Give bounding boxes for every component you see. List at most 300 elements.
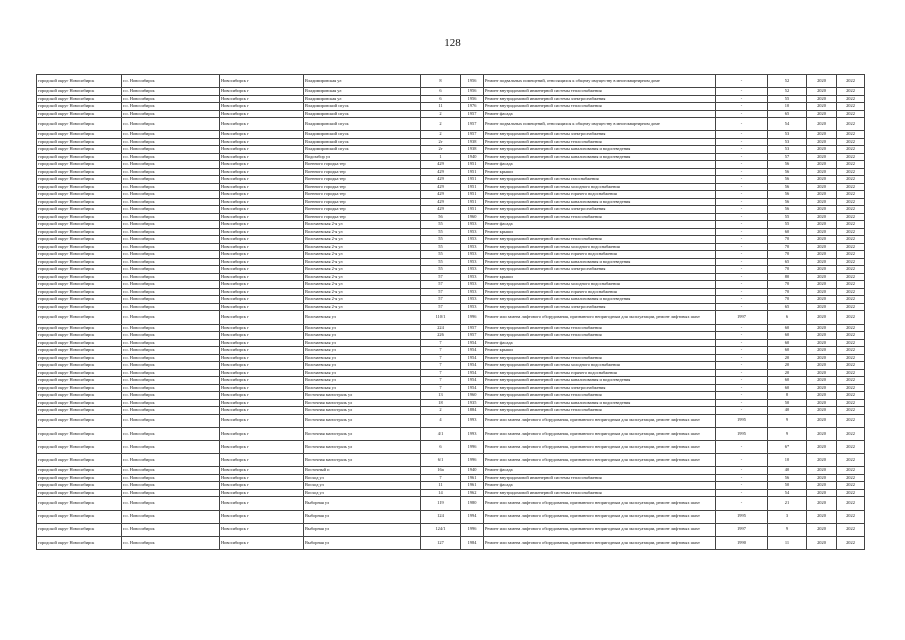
district-cell: г.о. Новосибирск — [122, 311, 220, 324]
table-row — [37, 427, 865, 440]
house-number-cell: 11 — [421, 103, 461, 111]
municipality-cell: городской округ Новосибирск — [37, 110, 122, 118]
end-year-cell: 2022 — [837, 95, 865, 103]
build-year-cell: 1938 — [461, 146, 484, 154]
work-type-cell: Ремонт внутридомовой инженерной системы электроснабжения — [484, 131, 716, 139]
street-cell: Волочаевская ул — [304, 362, 421, 370]
start-year-cell: 2020 — [807, 467, 837, 475]
end-year-cell: 2022 — [837, 362, 865, 370]
table-row — [37, 392, 865, 400]
street-cell: Восточная магистраль ул — [304, 392, 421, 400]
table-row — [37, 281, 865, 289]
municipality-cell: городской округ Новосибирск — [37, 251, 122, 259]
district-cell: г.о. Новосибирск — [122, 288, 220, 296]
street-cell: Восточная магистраль ул — [304, 440, 421, 453]
house-number-cell: 429 — [421, 191, 461, 199]
work-type-cell: Ремонт внутридомовой инженерной системы теплоснабжения — [484, 392, 716, 400]
lift-year-cell: - — [716, 489, 768, 497]
street-cell: Выборная ул — [304, 536, 421, 549]
street-cell: Волочаевская 2-я ул — [304, 221, 421, 229]
capital-repair-table-container — [36, 74, 864, 550]
lift-year-cell: - — [716, 288, 768, 296]
build-year-cell: 1953 — [461, 296, 484, 304]
district-cell: г.о. Новосибирск — [122, 191, 220, 199]
table-row — [37, 354, 865, 362]
street-cell: Водозабор ул — [304, 153, 421, 161]
end-year-cell: 2022 — [837, 273, 865, 281]
start-year-cell: 2020 — [807, 392, 837, 400]
lift-year-cell: - — [716, 228, 768, 236]
start-year-cell: 2020 — [807, 221, 837, 229]
build-year-cell: 1953 — [461, 258, 484, 266]
start-year-cell: 2020 — [807, 489, 837, 497]
street-cell: Волочаевская ул — [304, 369, 421, 377]
street-cell: Волочаевская 2-я ул — [304, 281, 421, 289]
build-year-cell: 1953 — [461, 221, 484, 229]
work-type-cell: Ремонт внутридомовой инженерной системы холодного водоснабжения — [484, 281, 716, 289]
table-row — [37, 191, 865, 199]
district-cell: г.о. Новосибирск — [122, 523, 220, 536]
table-row — [37, 221, 865, 229]
municipality-cell: городской округ Новосибирск — [37, 303, 122, 311]
work-type-cell: Ремонт фасада — [484, 467, 716, 475]
work-type-cell: Ремонт внутридомовой инженерной системы канализования и водоотведения — [484, 377, 716, 385]
lift-year-cell: - — [716, 258, 768, 266]
end-year-cell: 2022 — [837, 347, 865, 355]
work-type-cell: Ремонт внутридомовой инженерной системы канализования и водоотведения — [484, 296, 716, 304]
wear-percent-cell: 56 — [768, 183, 807, 191]
house-number-cell: 224 — [421, 324, 461, 332]
end-year-cell: 2022 — [837, 384, 865, 392]
locality-cell: Новосибирск г — [220, 206, 304, 214]
end-year-cell: 2022 — [837, 110, 865, 118]
district-cell: г.о. Новосибирск — [122, 454, 220, 467]
municipality-cell: городской округ Новосибирск — [37, 161, 122, 169]
district-cell: г.о. Новосибирск — [122, 369, 220, 377]
table-row — [37, 251, 865, 259]
municipality-cell: городской округ Новосибирск — [37, 354, 122, 362]
wear-percent-cell: 60 — [768, 339, 807, 347]
wear-percent-cell: 3 — [768, 510, 807, 523]
build-year-cell: 1953 — [461, 273, 484, 281]
municipality-cell: городской округ Новосибирск — [37, 377, 122, 385]
work-type-cell: Ремонт или замена лифтового оборудования, признанного непригодным для эксплуатации, ремонт лифтовых шахт — [484, 414, 716, 427]
wear-percent-cell: 11 — [768, 536, 807, 549]
end-year-cell: 2022 — [837, 176, 865, 184]
house-number-cell: 124 — [421, 510, 461, 523]
work-type-cell: Ремонт внутридомовой инженерной системы холодного водоснабжения — [484, 243, 716, 251]
start-year-cell: 2020 — [807, 198, 837, 206]
end-year-cell: 2022 — [837, 303, 865, 311]
build-year-cell: 1951 — [461, 206, 484, 214]
build-year-cell: 1961 — [461, 474, 484, 482]
lift-year-cell: - — [716, 110, 768, 118]
house-number-cell: 57 — [421, 288, 461, 296]
table-row — [37, 183, 865, 191]
build-year-cell: 1957 — [461, 118, 484, 131]
street-cell: Волочаевская 2-я ул — [304, 296, 421, 304]
locality-cell: Новосибирск г — [220, 146, 304, 154]
locality-cell: Новосибирск г — [220, 103, 304, 111]
end-year-cell: 2022 — [837, 510, 865, 523]
locality-cell: Новосибирск г — [220, 362, 304, 370]
district-cell: г.о. Новосибирск — [122, 281, 220, 289]
table-row — [37, 296, 865, 304]
start-year-cell: 2020 — [807, 347, 837, 355]
municipality-cell: городской округ Новосибирск — [37, 206, 122, 214]
build-year-cell: 1954 — [461, 339, 484, 347]
start-year-cell: 2020 — [807, 131, 837, 139]
wear-percent-cell: 20 — [768, 354, 807, 362]
lift-year-cell: - — [716, 266, 768, 274]
start-year-cell: 2020 — [807, 369, 837, 377]
district-cell: г.о. Новосибирск — [122, 273, 220, 281]
table-row — [37, 146, 865, 154]
build-year-cell: 1994 — [461, 510, 484, 523]
table-row — [37, 258, 865, 266]
house-number-cell: 18 — [421, 399, 461, 407]
house-number-cell: 127 — [421, 536, 461, 549]
wear-percent-cell: 60 — [768, 332, 807, 340]
locality-cell: Новосибирск г — [220, 168, 304, 176]
lift-year-cell: 1990 — [716, 536, 768, 549]
house-number-cell: 55 — [421, 251, 461, 259]
wear-percent-cell: 56 — [768, 161, 807, 169]
table-row — [37, 131, 865, 139]
end-year-cell: 2022 — [837, 536, 865, 549]
locality-cell: Новосибирск г — [220, 354, 304, 362]
build-year-cell: 1962 — [461, 489, 484, 497]
locality-cell: Новосибирск г — [220, 324, 304, 332]
locality-cell: Новосибирск г — [220, 288, 304, 296]
district-cell: г.о. Новосибирск — [122, 236, 220, 244]
locality-cell: Новосибирск г — [220, 198, 304, 206]
wear-percent-cell: 8 — [768, 392, 807, 400]
table-row — [37, 198, 865, 206]
municipality-cell: городской округ Новосибирск — [37, 324, 122, 332]
district-cell: г.о. Новосибирск — [122, 213, 220, 221]
wear-percent-cell: 56 — [768, 206, 807, 214]
wear-percent-cell: 53 — [768, 146, 807, 154]
house-number-cell: 2г — [421, 138, 461, 146]
street-cell: Военного городка тер — [304, 198, 421, 206]
start-year-cell: 2020 — [807, 95, 837, 103]
district-cell: г.о. Новосибирск — [122, 258, 220, 266]
table-row — [37, 311, 865, 324]
municipality-cell: городской округ Новосибирск — [37, 146, 122, 154]
wear-percent-cell: 56 — [768, 191, 807, 199]
municipality-cell: городской округ Новосибирск — [37, 339, 122, 347]
municipality-cell: городской округ Новосибирск — [37, 311, 122, 324]
wear-percent-cell: 6* — [768, 440, 807, 453]
end-year-cell: 2022 — [837, 332, 865, 340]
house-number-cell: 8 — [421, 75, 461, 88]
wear-percent-cell: 70 — [768, 266, 807, 274]
house-number-cell: 13 — [421, 392, 461, 400]
wear-percent-cell: 53 — [768, 131, 807, 139]
locality-cell: Новосибирск г — [220, 251, 304, 259]
lift-year-cell: - — [716, 183, 768, 191]
district-cell: г.о. Новосибирск — [122, 482, 220, 490]
table-row — [37, 497, 865, 510]
build-year-cell: 1953 — [461, 236, 484, 244]
locality-cell: Новосибирск г — [220, 95, 304, 103]
lift-year-cell: - — [716, 251, 768, 259]
street-cell: Волочаевская 2-я ул — [304, 303, 421, 311]
work-type-cell: Ремонт внутридомовой инженерной системы горячего водоснабжения — [484, 369, 716, 377]
locality-cell: Новосибирск г — [220, 118, 304, 131]
municipality-cell: городской округ Новосибирск — [37, 168, 122, 176]
work-type-cell: Ремонт фасада — [484, 110, 716, 118]
start-year-cell: 2020 — [807, 414, 837, 427]
end-year-cell: 2022 — [837, 198, 865, 206]
lift-year-cell: - — [716, 347, 768, 355]
lift-year-cell: - — [716, 153, 768, 161]
wear-percent-cell: 56 — [768, 474, 807, 482]
street-cell: Военного городка тер — [304, 176, 421, 184]
start-year-cell: 2020 — [807, 236, 837, 244]
build-year-cell: 1951 — [461, 161, 484, 169]
municipality-cell: городской округ Новосибирск — [37, 399, 122, 407]
table-row — [37, 303, 865, 311]
street-cell: Владимировская ул — [304, 95, 421, 103]
start-year-cell: 2020 — [807, 384, 837, 392]
district-cell: г.о. Новосибирск — [122, 474, 220, 482]
page-number: 128 — [444, 37, 461, 49]
start-year-cell: 2020 — [807, 440, 837, 453]
locality-cell: Новосибирск г — [220, 497, 304, 510]
table-row — [37, 362, 865, 370]
table-row — [37, 347, 865, 355]
table-row — [37, 510, 865, 523]
table-row — [37, 384, 865, 392]
work-type-cell: Ремонт внутридомовой инженерной системы электроснабжения — [484, 266, 716, 274]
lift-year-cell: - — [716, 138, 768, 146]
end-year-cell: 2022 — [837, 407, 865, 415]
start-year-cell: 2020 — [807, 482, 837, 490]
work-type-cell: Ремонт внутридомовой инженерной системы горячего водоснабжения — [484, 251, 716, 259]
start-year-cell: 2020 — [807, 454, 837, 467]
work-type-cell: Ремонт внутридомовой инженерной системы теплоснабжения — [484, 324, 716, 332]
district-cell: г.о. Новосибирск — [122, 110, 220, 118]
wear-percent-cell: 70 — [768, 288, 807, 296]
district-cell: г.о. Новосибирск — [122, 377, 220, 385]
wear-percent-cell: 60 — [768, 324, 807, 332]
build-year-cell: 1957 — [461, 332, 484, 340]
street-cell: Восточная магистраль ул — [304, 407, 421, 415]
work-type-cell: Ремонт внутридомовой инженерной системы теплоснабжения — [484, 236, 716, 244]
work-type-cell: Ремонт фасада — [484, 482, 716, 490]
table-row — [37, 523, 865, 536]
lift-year-cell: - — [716, 454, 768, 467]
municipality-cell: городской округ Новосибирск — [37, 281, 122, 289]
build-year-cell: 1940 — [461, 153, 484, 161]
municipality-cell: городской округ Новосибирск — [37, 258, 122, 266]
district-cell: г.о. Новосибирск — [122, 347, 220, 355]
district-cell: г.о. Новосибирск — [122, 95, 220, 103]
district-cell: г.о. Новосибирск — [122, 131, 220, 139]
wear-percent-cell: 9 — [768, 523, 807, 536]
locality-cell: Новосибирск г — [220, 369, 304, 377]
house-number-cell: 2 — [421, 131, 461, 139]
wear-percent-cell: 56 — [768, 168, 807, 176]
district-cell: г.о. Новосибирск — [122, 176, 220, 184]
lift-year-cell: - — [716, 88, 768, 96]
end-year-cell: 2022 — [837, 75, 865, 88]
end-year-cell: 2022 — [837, 258, 865, 266]
street-cell: Владимировский спуск — [304, 118, 421, 131]
build-year-cell: 1976 — [461, 103, 484, 111]
wear-percent-cell: 56 — [768, 176, 807, 184]
locality-cell: Новосибирск г — [220, 243, 304, 251]
street-cell: Военного городка тер — [304, 183, 421, 191]
wear-percent-cell: 52 — [768, 75, 807, 88]
build-year-cell: 1951 — [461, 198, 484, 206]
lift-year-cell: 1997 — [716, 311, 768, 324]
build-year-cell: 1980 — [461, 497, 484, 510]
municipality-cell: городской округ Новосибирск — [37, 407, 122, 415]
street-cell: Владимировский спуск — [304, 131, 421, 139]
work-type-cell: Ремонт внутридомовой инженерной системы холодного водоснабжения — [484, 183, 716, 191]
district-cell: г.о. Новосибирск — [122, 75, 220, 88]
work-type-cell: Ремонт внутридомовой инженерной системы теплоснабжения — [484, 88, 716, 96]
end-year-cell: 2022 — [837, 168, 865, 176]
lift-year-cell: - — [716, 281, 768, 289]
locality-cell: Новосибирск г — [220, 454, 304, 467]
district-cell: г.о. Новосибирск — [122, 354, 220, 362]
lift-year-cell: - — [716, 407, 768, 415]
house-number-cell: 1 — [421, 153, 461, 161]
work-type-cell: Ремонт подвальных помещений, относящихся к общему имуществу в многоквартирном доме — [484, 75, 716, 88]
table-row — [37, 138, 865, 146]
start-year-cell: 2020 — [807, 510, 837, 523]
locality-cell: Новосибирск г — [220, 213, 304, 221]
municipality-cell: городской округ Новосибирск — [37, 213, 122, 221]
end-year-cell: 2022 — [837, 354, 865, 362]
street-cell: Восточная магистраль ул — [304, 427, 421, 440]
municipality-cell: городской округ Новосибирск — [37, 191, 122, 199]
street-cell: Волочаевская ул — [304, 339, 421, 347]
house-number-cell: 2 — [421, 407, 461, 415]
end-year-cell: 2022 — [837, 103, 865, 111]
municipality-cell: городской округ Новосибирск — [37, 118, 122, 131]
start-year-cell: 2020 — [807, 118, 837, 131]
end-year-cell: 2022 — [837, 213, 865, 221]
lift-year-cell: - — [716, 161, 768, 169]
locality-cell: Новосибирск г — [220, 440, 304, 453]
wear-percent-cell: 60 — [768, 347, 807, 355]
lift-year-cell: - — [716, 191, 768, 199]
start-year-cell: 2020 — [807, 138, 837, 146]
build-year-cell: 1940 — [461, 467, 484, 475]
table-row — [37, 161, 865, 169]
start-year-cell: 2020 — [807, 110, 837, 118]
build-year-cell: 1960 — [461, 392, 484, 400]
municipality-cell: городской округ Новосибирск — [37, 392, 122, 400]
work-type-cell: Ремонт внутридомовой инженерной системы канализования и водоотведения — [484, 399, 716, 407]
lift-year-cell: - — [716, 497, 768, 510]
wear-percent-cell: 50 — [768, 482, 807, 490]
wear-percent-cell: 65 — [768, 110, 807, 118]
district-cell: г.о. Новосибирск — [122, 221, 220, 229]
work-type-cell: Ремонт фасада — [484, 339, 716, 347]
street-cell: Волочаевская 2-я ул — [304, 251, 421, 259]
municipality-cell: городской округ Новосибирск — [37, 221, 122, 229]
lift-year-cell: - — [716, 103, 768, 111]
house-number-cell: 57 — [421, 273, 461, 281]
lift-year-cell: - — [716, 392, 768, 400]
locality-cell: Новосибирск г — [220, 281, 304, 289]
wear-percent-cell: 65 — [768, 258, 807, 266]
wear-percent-cell: 9 — [768, 414, 807, 427]
lift-year-cell: - — [716, 440, 768, 453]
work-type-cell: Ремонт внутридомовой инженерной системы теплоснабжения — [484, 332, 716, 340]
house-number-cell: 55 — [421, 258, 461, 266]
start-year-cell: 2020 — [807, 497, 837, 510]
start-year-cell: 2020 — [807, 146, 837, 154]
table-row — [37, 288, 865, 296]
house-number-cell: 56 — [421, 213, 461, 221]
work-type-cell: Ремонт крыши — [484, 228, 716, 236]
table-row — [37, 474, 865, 482]
district-cell: г.о. Новосибирск — [122, 153, 220, 161]
municipality-cell: городской округ Новосибирск — [37, 228, 122, 236]
street-cell: Военного городка тер — [304, 168, 421, 176]
build-year-cell: 1993 — [461, 427, 484, 440]
start-year-cell: 2020 — [807, 354, 837, 362]
house-number-cell: 2г — [421, 146, 461, 154]
locality-cell: Новосибирск г — [220, 510, 304, 523]
locality-cell: Новосибирск г — [220, 228, 304, 236]
build-year-cell: 1956 — [461, 75, 484, 88]
end-year-cell: 2022 — [837, 324, 865, 332]
house-number-cell: 429 — [421, 168, 461, 176]
street-cell: Восточная магистраль ул — [304, 414, 421, 427]
table-row — [37, 243, 865, 251]
build-year-cell: 1984 — [461, 536, 484, 549]
street-cell: Владимировский спуск — [304, 146, 421, 154]
house-number-cell: 124/1 — [421, 523, 461, 536]
street-cell: Восход ул — [304, 474, 421, 482]
build-year-cell: 1957 — [461, 324, 484, 332]
end-year-cell: 2022 — [837, 266, 865, 274]
lift-year-cell: - — [716, 303, 768, 311]
district-cell: г.о. Новосибирск — [122, 510, 220, 523]
municipality-cell: городской округ Новосибирск — [37, 288, 122, 296]
work-type-cell: Ремонт или замена лифтового оборудования, признанного непригодным для эксплуатации, ремонт лифтовых шахт — [484, 427, 716, 440]
street-cell: Волочаевская ул — [304, 347, 421, 355]
start-year-cell: 2020 — [807, 303, 837, 311]
work-type-cell: Ремонт внутридомовой инженерной системы теплоснабжения — [484, 213, 716, 221]
end-year-cell: 2022 — [837, 296, 865, 304]
locality-cell: Новосибирск г — [220, 467, 304, 475]
wear-percent-cell: 20 — [768, 362, 807, 370]
locality-cell: Новосибирск г — [220, 273, 304, 281]
lift-year-cell: - — [716, 324, 768, 332]
municipality-cell: городской округ Новосибирск — [37, 153, 122, 161]
work-type-cell: Ремонт внутридомовой инженерной системы теплоснабжения — [484, 489, 716, 497]
end-year-cell: 2022 — [837, 311, 865, 324]
end-year-cell: 2022 — [837, 243, 865, 251]
municipality-cell: городской округ Новосибирск — [37, 489, 122, 497]
house-number-cell: 14 — [421, 489, 461, 497]
house-number-cell: 7 — [421, 362, 461, 370]
house-number-cell: 57 — [421, 281, 461, 289]
municipality-cell: городской округ Новосибирск — [37, 273, 122, 281]
work-type-cell: Ремонт фасада — [484, 161, 716, 169]
work-type-cell: Ремонт внутридомовой инженерной системы теплоснабжения — [484, 138, 716, 146]
locality-cell: Новосибирск г — [220, 258, 304, 266]
